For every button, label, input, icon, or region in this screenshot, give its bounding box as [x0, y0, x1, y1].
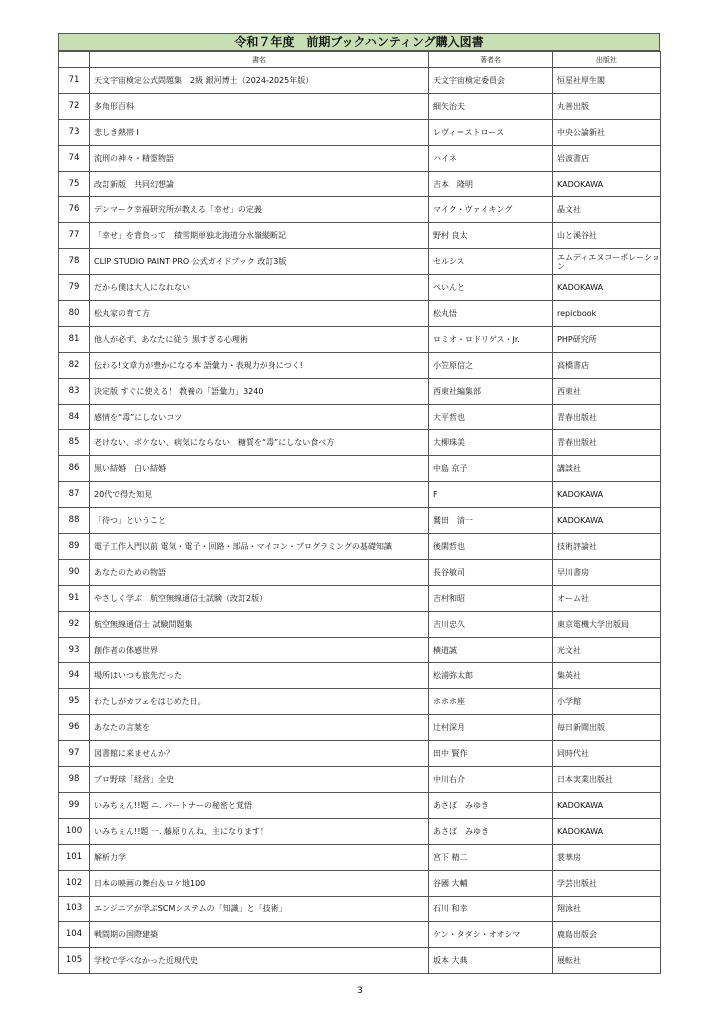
book-author: 小笠原信之 — [429, 352, 553, 378]
book-publisher: 光文社 — [553, 637, 661, 663]
table-row — [59, 275, 661, 301]
book-publisher: 東京電機大学出版局 — [553, 611, 661, 637]
table-row — [59, 585, 661, 611]
book-title: 老けない、ボケない、病気にならない 糖質を“毒”にしない食べ方 — [90, 430, 429, 456]
table-row — [59, 896, 661, 922]
book-title: やさしく学ぶ 航空無線通信士試験（改訂2版） — [90, 585, 429, 611]
table-header-row — [59, 52, 661, 68]
book-title: わたしがカフェをはじめた日。 — [90, 689, 429, 715]
book-number: 97 — [59, 741, 90, 767]
book-author: 松浦弥太郎 — [429, 663, 553, 689]
book-author: 吉村和昭 — [429, 585, 553, 611]
book-publisher: 同時代社 — [553, 741, 661, 767]
table-row — [59, 301, 661, 327]
book-author: 中島 京子 — [429, 456, 553, 482]
book-number: 72 — [59, 93, 90, 119]
book-title: 日本の映画の舞台＆ロケ地100 — [90, 870, 429, 896]
book-number: 86 — [59, 456, 90, 482]
table-row — [59, 93, 661, 119]
book-number: 88 — [59, 508, 90, 534]
table-row — [59, 378, 661, 404]
book-publisher: 丸善出版 — [553, 93, 661, 119]
book-publisher: 集英社 — [553, 663, 661, 689]
header-author: 著者名 — [429, 52, 553, 68]
table-row — [59, 482, 661, 508]
book-author: ハイネ — [429, 145, 553, 171]
table-row — [59, 404, 661, 430]
book-author: ぺいんと — [429, 275, 553, 301]
book-title: 伝わる!文章力が豊かになる本 語彙力・表現力が身につく! — [90, 352, 429, 378]
book-publisher: 技術評論社 — [553, 534, 661, 560]
book-number: 103 — [59, 896, 90, 922]
book-number: 100 — [59, 818, 90, 844]
book-author: 西東社編集部 — [429, 378, 553, 404]
book-title: デンマーク幸福研究所が教える「幸せ」の定義 — [90, 197, 429, 223]
book-author: 横道誠 — [429, 637, 553, 663]
book-title: 天文宇宙検定公式問題集 2級 銀河博士（2024-2025年版） — [90, 68, 429, 94]
book-title: 20代で得た知見 — [90, 482, 429, 508]
book-number: 76 — [59, 197, 90, 223]
header-title: 書名 — [90, 52, 429, 68]
table-row — [59, 534, 661, 560]
book-title: いみちぇん!!題 一. 藤原りんね、主になります！ — [90, 818, 429, 844]
book-publisher: エムディエヌコーポレーション — [553, 249, 661, 275]
book-title: だから僕は大人になれない — [90, 275, 429, 301]
book-title: 多角形百科 — [90, 93, 429, 119]
table-row — [59, 223, 661, 249]
page-title: 令和７年度 前期ブックハンティング購入図書 — [58, 33, 660, 51]
book-title: 感情を“毒”にしないコツ — [90, 404, 429, 430]
book-title: 学校で学べなかった近現代史 — [90, 948, 429, 974]
book-number: 101 — [59, 844, 90, 870]
book-title: 「待つ」ということ — [90, 508, 429, 534]
book-title: あなたのための物語 — [90, 559, 429, 585]
book-author: 天文宇宙検定委員会 — [429, 68, 553, 94]
book-title: 創作者の体感世界 — [90, 637, 429, 663]
book-number: 85 — [59, 430, 90, 456]
book-publisher: 高橋書店 — [553, 352, 661, 378]
book-number: 91 — [59, 585, 90, 611]
book-publisher: 日本実業出版社 — [553, 767, 661, 793]
table-row — [59, 456, 661, 482]
book-publisher: 晶文社 — [553, 197, 661, 223]
book-publisher: repicbook — [553, 301, 661, 327]
book-number: 104 — [59, 922, 90, 948]
book-publisher: 山と溪谷社 — [553, 223, 661, 249]
book-publisher: 中央公論新社 — [553, 119, 661, 145]
book-publisher: 展転社 — [553, 948, 661, 974]
table-row — [59, 870, 661, 896]
book-author: あさば みゆき — [429, 792, 553, 818]
book-number: 74 — [59, 145, 90, 171]
book-number: 87 — [59, 482, 90, 508]
book-number: 80 — [59, 301, 90, 327]
table-body — [59, 68, 661, 974]
book-publisher: KADOKAWA — [553, 792, 661, 818]
book-title: 解析力学 — [90, 844, 429, 870]
book-author: 野村 良太 — [429, 223, 553, 249]
book-author: F — [429, 482, 553, 508]
book-title: いみちぇん!!題 ニ. パートナーの秘密と覚悟 — [90, 792, 429, 818]
book-title: 場所はいつも旅先だった — [90, 663, 429, 689]
book-number: 73 — [59, 119, 90, 145]
book-number: 105 — [59, 948, 90, 974]
book-author: ロミオ・ロドリゲス・Jr. — [429, 326, 553, 352]
book-publisher: 裳華房 — [553, 844, 661, 870]
booklist-sheet — [58, 33, 660, 974]
book-publisher: PHP研究所 — [553, 326, 661, 352]
book-author: 長谷敏司 — [429, 559, 553, 585]
table-row — [59, 249, 661, 275]
book-author: マイク・ヴァイキング — [429, 197, 553, 223]
book-author: 大平哲也 — [429, 404, 553, 430]
book-author: 谷國 大輔 — [429, 870, 553, 896]
table-row — [59, 171, 661, 197]
table-row — [59, 430, 661, 456]
book-number: 90 — [59, 559, 90, 585]
table-row — [59, 948, 661, 974]
book-publisher: 小学館 — [553, 689, 661, 715]
book-number: 79 — [59, 275, 90, 301]
book-number: 84 — [59, 404, 90, 430]
book-number: 89 — [59, 534, 90, 560]
table-row — [59, 119, 661, 145]
book-publisher: オーム社 — [553, 585, 661, 611]
book-title: 決定版 すぐに使える！ 教養の「語彙力」3240 — [90, 378, 429, 404]
book-title: 改訂新版 共同幻想論 — [90, 171, 429, 197]
book-publisher: 青春出版社 — [553, 404, 661, 430]
table-row — [59, 818, 661, 844]
book-publisher: 翔泳社 — [553, 896, 661, 922]
book-title: あなたの言葉を — [90, 715, 429, 741]
table-row — [59, 68, 661, 94]
book-publisher: 恒星社厚生閣 — [553, 68, 661, 94]
book-publisher: 岩波書店 — [553, 145, 661, 171]
book-number: 99 — [59, 792, 90, 818]
book-table — [58, 51, 661, 974]
table-row — [59, 792, 661, 818]
table-row — [59, 326, 661, 352]
book-author: セルシス — [429, 249, 553, 275]
header-number — [59, 52, 90, 68]
book-number: 93 — [59, 637, 90, 663]
book-title: 黒い結婚 白い結婚 — [90, 456, 429, 482]
book-author: 中川右介 — [429, 767, 553, 793]
table-row — [59, 637, 661, 663]
book-publisher: 講談社 — [553, 456, 661, 482]
book-author: 宮下 精二 — [429, 844, 553, 870]
book-title: 松丸家の育て方 — [90, 301, 429, 327]
table-row — [59, 352, 661, 378]
table-row — [59, 508, 661, 534]
book-title: 悲しき熱帯 I — [90, 119, 429, 145]
table-row — [59, 559, 661, 585]
book-number: 83 — [59, 378, 90, 404]
book-author: 松丸悟 — [429, 301, 553, 327]
book-author: 辻村深月 — [429, 715, 553, 741]
table-row — [59, 844, 661, 870]
book-author: 細矢治夫 — [429, 93, 553, 119]
book-title: 電子工作入門以前 電気・電子・回路・部品・マイコン・プログラミングの基礎知識 — [90, 534, 429, 560]
book-number: 95 — [59, 689, 90, 715]
book-publisher: 早川書房 — [553, 559, 661, 585]
book-title: 流刑の神々・精霊物語 — [90, 145, 429, 171]
book-number: 78 — [59, 249, 90, 275]
table-row — [59, 197, 661, 223]
book-number: 102 — [59, 870, 90, 896]
page-number: 3 — [357, 986, 363, 996]
book-title: 航空無線通信士 試験問題集 — [90, 611, 429, 637]
book-number: 82 — [59, 352, 90, 378]
book-author: ケン・タダシ・オオシマ — [429, 922, 553, 948]
book-publisher: KADOKAWA — [553, 818, 661, 844]
book-publisher: 西東社 — [553, 378, 661, 404]
book-title: エンジニアが学ぶSCMシステムの「知識」と「技術」 — [90, 896, 429, 922]
table-row — [59, 767, 661, 793]
book-publisher: 鹿島出版会 — [553, 922, 661, 948]
table-row — [59, 741, 661, 767]
book-publisher: 青春出版社 — [553, 430, 661, 456]
book-publisher: 学芸出版社 — [553, 870, 661, 896]
book-title: CLIP STUDIO PAINT PRO 公式ガイドブック 改訂3版 — [90, 249, 429, 275]
book-title: 他人が必ず、あなたに従う 黒すぎる心理術 — [90, 326, 429, 352]
book-number: 94 — [59, 663, 90, 689]
table-row — [59, 715, 661, 741]
book-publisher: KADOKAWA — [553, 275, 661, 301]
book-number: 96 — [59, 715, 90, 741]
book-author: 大柳珠美 — [429, 430, 553, 456]
book-publisher: KADOKAWA — [553, 171, 661, 197]
book-author: 吉本 隆明 — [429, 171, 553, 197]
header-publisher: 出版社 — [553, 52, 661, 68]
book-author: 田中 賢作 — [429, 741, 553, 767]
book-author: あさば みゆき — [429, 818, 553, 844]
book-number: 77 — [59, 223, 90, 249]
book-author: レヴィ＝ストロース — [429, 119, 553, 145]
book-publisher: 毎日新聞出版 — [553, 715, 661, 741]
book-number: 75 — [59, 171, 90, 197]
book-number: 98 — [59, 767, 90, 793]
table-row — [59, 922, 661, 948]
book-author: 後閑哲也 — [429, 534, 553, 560]
book-title: 図書館に来ませんか？ — [90, 741, 429, 767]
book-author: 石川 和幸 — [429, 896, 553, 922]
book-title: プロ野球「経営」全史 — [90, 767, 429, 793]
table-row — [59, 663, 661, 689]
book-number: 71 — [59, 68, 90, 94]
book-author: ホホホ座 — [429, 689, 553, 715]
table-row — [59, 145, 661, 171]
book-title: 戦間期の国際建築 — [90, 922, 429, 948]
table-row — [59, 611, 661, 637]
book-number: 81 — [59, 326, 90, 352]
book-author: 吉川忠久 — [429, 611, 553, 637]
book-author: 鷲田 清一 — [429, 508, 553, 534]
book-publisher: KADOKAWA — [553, 482, 661, 508]
book-number: 92 — [59, 611, 90, 637]
table-row — [59, 689, 661, 715]
book-publisher: KADOKAWA — [553, 508, 661, 534]
book-author: 坂本 大典 — [429, 948, 553, 974]
book-title: 「幸せ」を背負って 積雪期単独北海道分水嶺縦断記 — [90, 223, 429, 249]
